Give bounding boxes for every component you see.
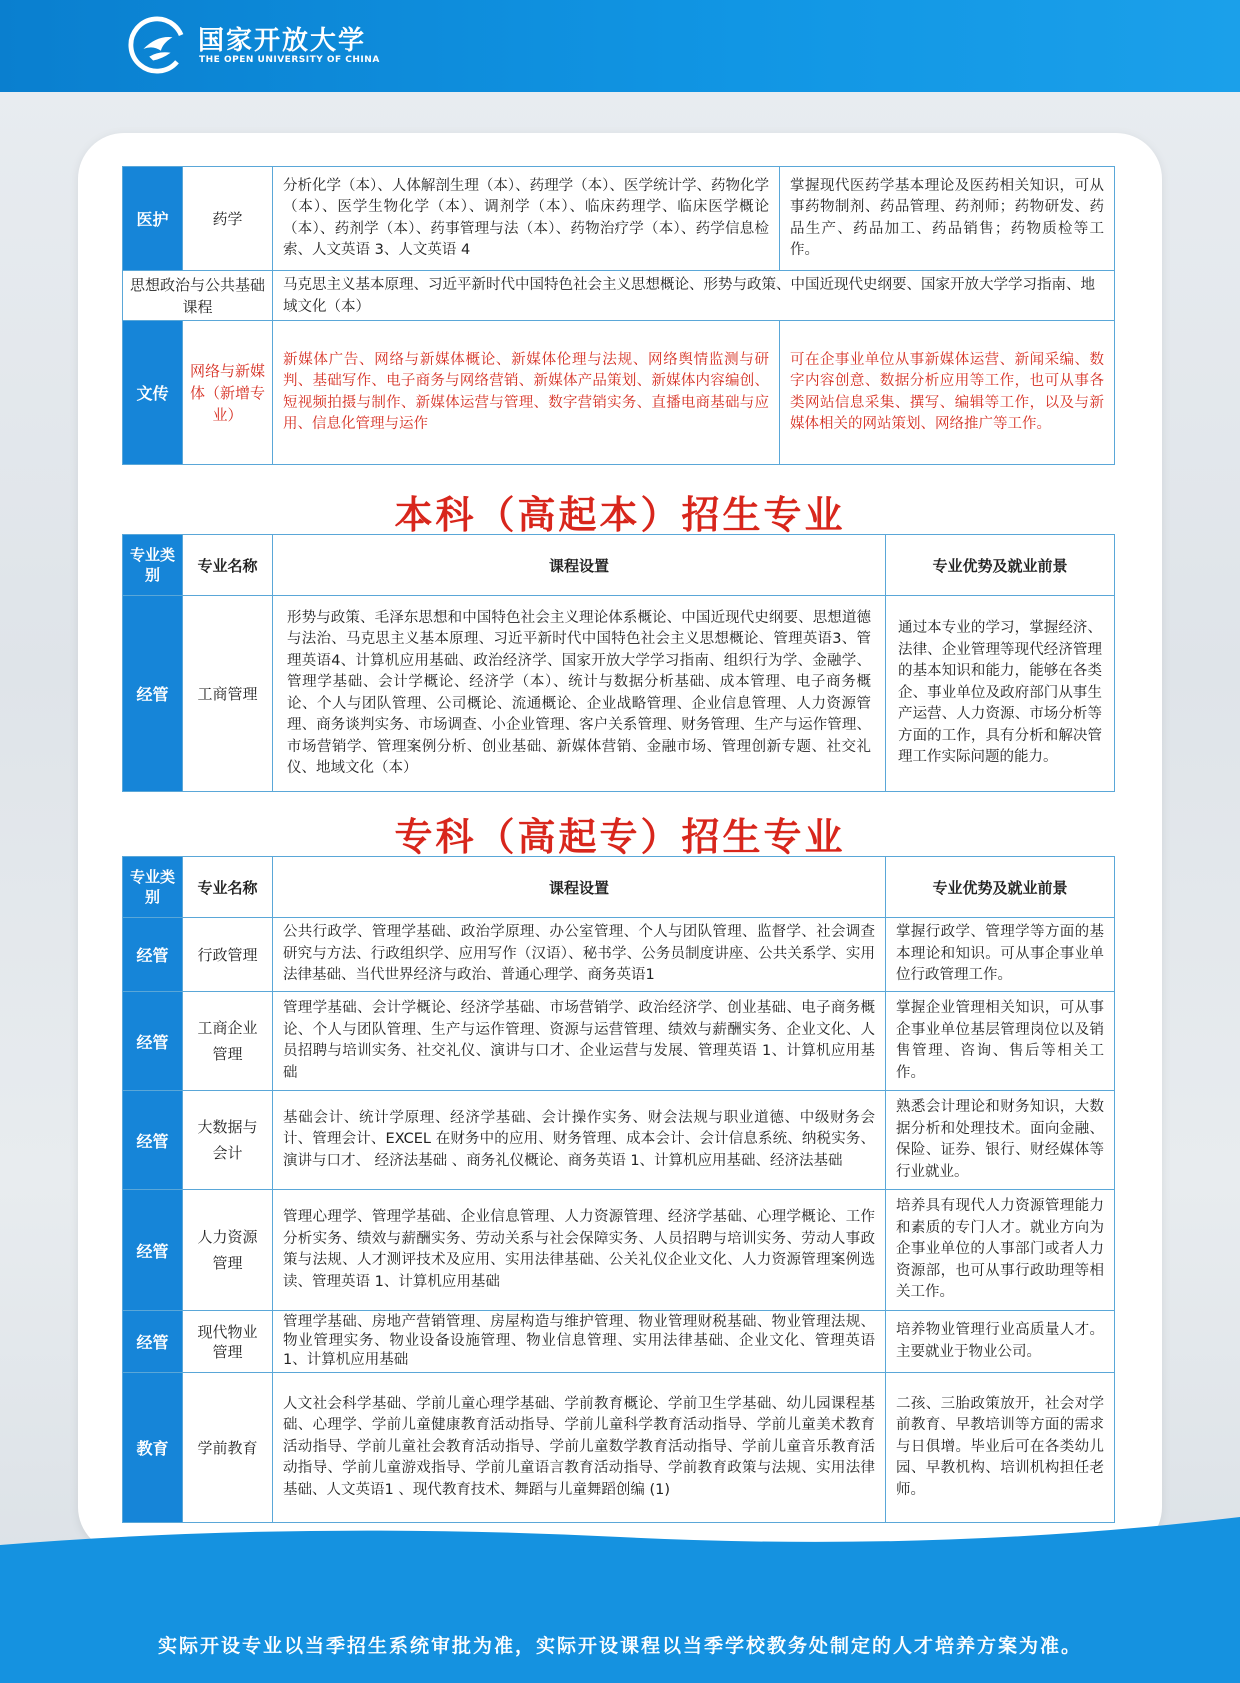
course-list: 基础会计、统计学原理、经济学基础、会计操作实务、财会法规与职业道德、中级财务会计、管理会计、EXCEL 在财务中的应用、财务管理、成本会计、会计信息系统、纳税实务、演讲与口才、 经济法基础 、商务礼仪概论、商务英语 1、计算机应用基础、经济法基础 — [273, 1091, 886, 1190]
table-row — [123, 1373, 1115, 1523]
wave-decoration-icon — [0, 1511, 1240, 1551]
career-prospects: 掌握现代医药学基本理论及医药相关知识，可从事药物制剂、药品管理、药剂师；药物研发、药品生产、药品加工、药品销售；药物质检等工作。 — [780, 167, 1115, 271]
undergrad-section-title: 本科（高起本）招生专业 — [394, 493, 846, 537]
brand-name-en: THE OPEN UNIVERSITY OF CHINA — [199, 55, 380, 65]
header-prospects: 专业优势及就业前景 — [886, 857, 1115, 918]
course-list: 管理学基础、会计学概论、经济学基础、市场营销学、政治经济学、创业基础、电子商务概论、个人与团队管理、生产与运作管理、资源与运营管理、绩效与薪酬实务、企业文化、人员招聘与培训实务、社交礼仪、演讲与口才、企业运营与发展、管理英语 1、计算机应用基础 — [273, 992, 886, 1091]
career-prospects: 培养物业管理行业高质量人才。主要就业于物业公司。 — [886, 1311, 1115, 1373]
major-category: 经管 — [123, 992, 183, 1091]
major-name: 现代物业管理 — [183, 1311, 273, 1373]
course-list: 管理学基础、房地产营销管理、房屋构造与维护管理、物业管理财税基础、物业管理法规、物业管理实务、物业设备设施管理、物业信息管理、实用法律基础、企业文化、管理英语 1、计算机应用基础 — [273, 1311, 886, 1373]
career-prospects: 通过本专业的学习，掌握经济、法律、企业管理等现代经济管理的基本知识和能力，能够在各类企、事业单位及政府部门从事生产运营、人力资源、市场分析等方面的工作，具有分析和解决管理工作实际问题的能力。 — [886, 596, 1115, 792]
major-category: 文传 — [123, 321, 183, 465]
course-list: 公共行政学、管理学基础、政治学原理、办公室管理、个人与团队管理、监督学、社会调查研究与方法、行政组织学、应用写作（汉语）、秘书学、公务员制度讲座、公共关系学、实用法律基础、当代世界经济与政治、普通心理学、商务英语1 — [273, 918, 886, 992]
header-name: 专业名称 — [183, 857, 273, 918]
table-row — [123, 1311, 1115, 1373]
table-row — [123, 321, 1115, 465]
course-list: 新媒体广告、网络与新媒体概论、新媒体伦理与法规、网络舆情监测与研判、基础写作、电子商务与网络营销、新媒体产品策划、新媒体内容编创、短视频拍摄与制作、新媒体运营与管理、数字营销实务、直播电商基础与应用、信息化管理与运作 — [273, 321, 780, 465]
university-logo-icon — [128, 16, 186, 74]
major-category: 医护 — [123, 167, 183, 271]
header-name: 专业名称 — [183, 535, 273, 596]
table-header-row — [123, 535, 1115, 596]
top-major-table — [122, 166, 1115, 465]
header-courses: 课程设置 — [273, 535, 886, 596]
table-row — [123, 1091, 1115, 1190]
table-row — [123, 167, 1115, 271]
major-name: 工商企业管理 — [183, 992, 273, 1091]
table-row — [123, 918, 1115, 992]
major-name: 学前教育 — [183, 1373, 273, 1523]
major-name: 人力资源管理 — [183, 1190, 273, 1311]
college-section-title: 专科（高起专）招生专业 — [394, 815, 846, 859]
header-category: 专业类别 — [123, 535, 183, 596]
career-prospects: 掌握行政学、管理学等方面的基本理论和知识。可从事企事业单位行政管理工作。 — [886, 918, 1115, 992]
course-list: 管理心理学、管理学基础、企业信息管理、人力资源管理、经济学基础、心理学概论、工作分析实务、绩效与薪酬实务、劳动关系与社会保障实务、人员招聘与培训实务、劳动人事政策与法规、人才测评技术及应用、实用法律基础、公关礼仪企业文化、人力资源管理案例选读、管理英语 1、计算机应用基础 — [273, 1190, 886, 1311]
brand-name-cn: 国家开放大学 — [198, 26, 367, 56]
header-category: 专业类别 — [123, 857, 183, 918]
table-header-row — [123, 857, 1115, 918]
career-prospects: 掌握企业管理相关知识，可从事企事业单位基层管理岗位以及销售管理、咨询、售后等相关工作。 — [886, 992, 1115, 1091]
undergrad-major-table — [122, 534, 1115, 792]
header-bar — [0, 0, 1240, 92]
major-category: 经管 — [123, 1311, 183, 1373]
table-row — [123, 596, 1115, 792]
career-prospects: 二孩、三胎政策放开，社会对学前教育、早教培训等方面的需求与日俱增。毕业后可在各类幼儿园、早教机构、培训机构担任老师。 — [886, 1373, 1115, 1523]
major-category: 经管 — [123, 596, 183, 792]
footer-bar — [0, 1545, 1240, 1683]
table-row — [123, 271, 1115, 321]
major-name: 药学 — [183, 167, 273, 271]
footer-note: 实际开设专业以当季招生系统审批为准，实际开设课程以当季学校教务处制定的人才培养方案为准。 — [157, 1635, 1082, 1657]
major-name: 思想政治与公共基础课程 — [123, 271, 273, 321]
major-name: 大数据与会计 — [183, 1091, 273, 1190]
major-category: 教育 — [123, 1373, 183, 1523]
table-row — [123, 1190, 1115, 1311]
major-category: 经管 — [123, 918, 183, 992]
course-list: 马克思主义基本原理、习近平新时代中国特色社会主义思想概论、形势与政策、中国近现代史纲要、国家开放大学学习指南、地域文化（本） — [273, 271, 1115, 321]
major-name: 行政管理 — [183, 918, 273, 992]
course-list: 形势与政策、毛泽东思想和中国特色社会主义理论体系概论、中国近现代史纲要、思想道德与法治、马克思主义基本原理、习近平新时代中国特色社会主义思想概论、管理英语3、管理英语4、计算机应用基础、政治经济学、国家开放大学学习指南、组织行为学、金融学、管理学基础、会计学概论、经济学（本）、统计与数据分析基础、成本管理、电子商务概论、个人与团队管理、公司概论、流通概论、企业战略管理、企业信息管理、人力资源管理、商务谈判实务、市场调查、小企业管理、客户关系管理、财务管理、生产与运作管理、市场营销学、管理案例分析、创业基础、新媒体营销、金融市场、管理创新专题、社交礼仪、地域文化（本） — [273, 596, 886, 792]
header-prospects: 专业优势及就业前景 — [886, 535, 1115, 596]
major-name: 工商管理 — [183, 596, 273, 792]
college-major-table — [122, 856, 1115, 1523]
course-list: 人文社会科学基础、学前儿童心理学基础、学前教育概论、学前卫生学基础、幼儿园课程基础、心理学、学前儿童健康教育活动指导、学前儿童科学教育活动指导、学前儿童美术教育活动指导、学前儿童社会教育活动指导、学前儿童数学教育活动指导、学前儿童音乐教育活动指导、学前儿童游戏指导、学前儿童语言教育活动指导、学前教育政策与法规、实用法律基础、人文英语1 、现代教育技术、舞蹈与儿童舞蹈创编 (1) — [273, 1373, 886, 1523]
major-name: 网络与新媒体（新增专业） — [183, 321, 273, 465]
course-list: 分析化学（本）、人体解剖生理（本）、药理学（本）、医学统计学、药物化学（本）、医学生物化学（本）、调剂学（本）、临床药理学、临床医学概论（本）、药剂学（本）、药事管理与法（本）、药物治疗学（本）、药学信息检索、人文英语 3、人文英语 4 — [273, 167, 780, 271]
major-category: 经管 — [123, 1091, 183, 1190]
career-prospects: 熟悉会计理论和财务知识，大数据分析和处理技术。面向金融、保险、证券、银行、财经媒体等行业就业。 — [886, 1091, 1115, 1190]
table-row — [123, 992, 1115, 1091]
career-prospects: 可在企事业单位从事新媒体运营、新闻采编、数字内容创意、数据分析应用等工作，也可从事各类网站信息采集、撰写、编辑等工作，以及与新媒体相关的网站策划、网络推广等工作。 — [780, 321, 1115, 465]
major-category: 经管 — [123, 1190, 183, 1311]
career-prospects: 培养具有现代人力资源管理能力和素质的专门人才。就业方向为企事业单位的人事部门或者人力资源部，也可从事行政助理等相关工作。 — [886, 1190, 1115, 1311]
header-courses: 课程设置 — [273, 857, 886, 918]
